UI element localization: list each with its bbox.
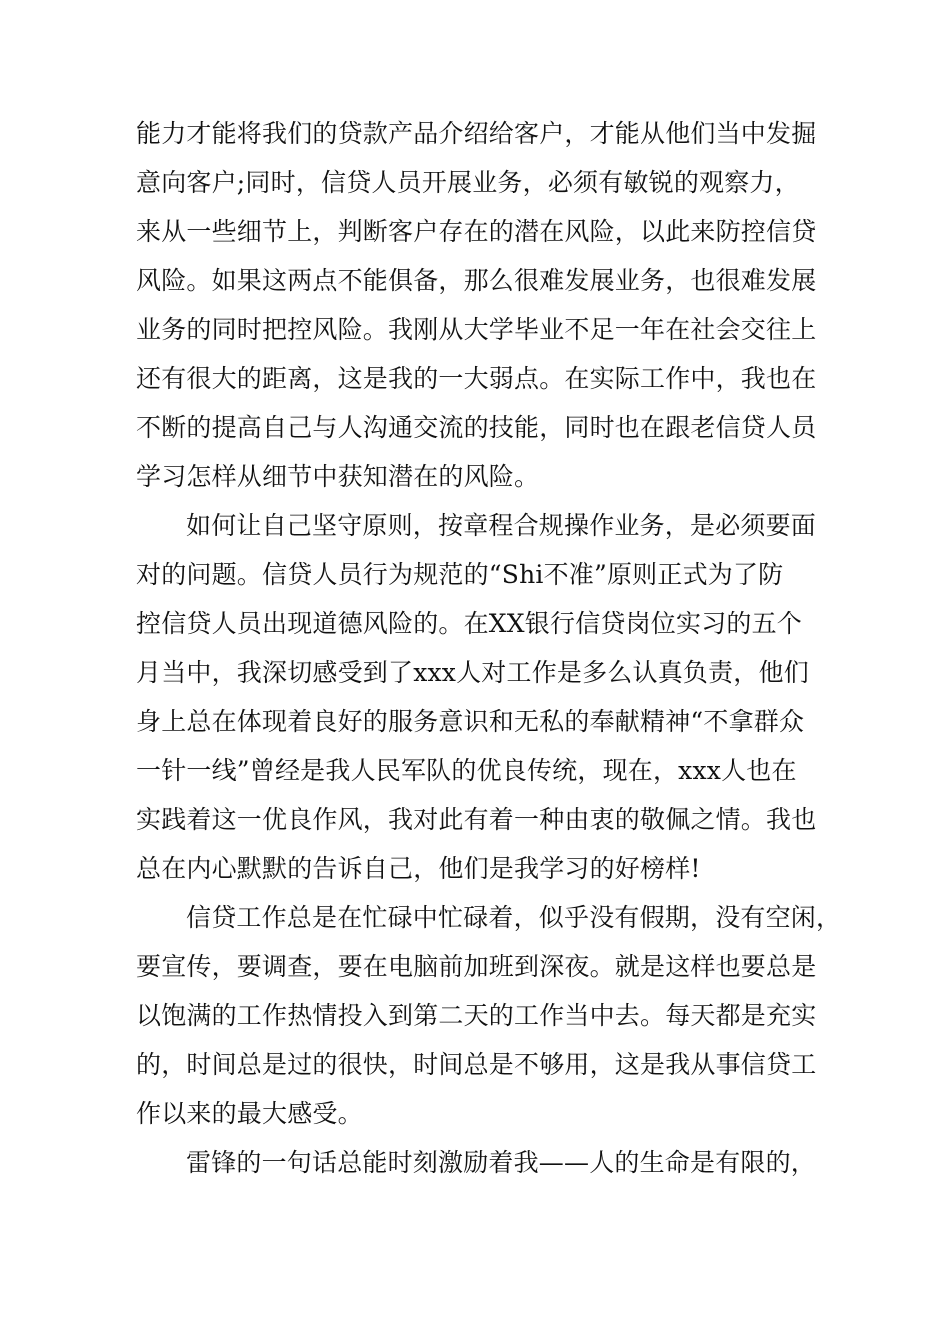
text-line-14: 一针一线”曾经是我人民军队的优良传统，现在，xxx人也在 — [136, 756, 797, 785]
text-line-21: 作以来的最大感受。 — [136, 1099, 363, 1128]
text-line-19: 以饱满的工作热情投入到第二天的工作当中去。每天都是充实 — [136, 1001, 817, 1030]
text-line-11: 控信贷人员出现道德风险的。在XX银行信贷岗位实习的五个 — [136, 609, 802, 638]
text-line-12: 月当中，我深切感受到了xxx人对工作是多么认真负责，他们 — [136, 658, 809, 687]
text-line-20: 的，时间总是过的很快，时间总是不够用，这是我从事信贷工 — [136, 1050, 817, 1079]
text-line-7: 不断的提高自己与人沟通交流的技能，同时也在跟老信贷人员 — [136, 413, 817, 442]
text-line-8: 学习怎样从细节中获知潜在的风险。 — [136, 462, 540, 491]
text-line-17: 信贷工作总是在忙碌中忙碌着，似乎没有假期，没有空闲， — [186, 903, 842, 932]
text-line-4: 风险。如果这两点不能俱备，那么很难发展业务，也很难发展 — [136, 266, 817, 295]
text-line-15: 实践着这一优良作风，我对此有着一种由衷的敬佩之情。我也 — [136, 805, 817, 834]
text-line-6: 还有很大的距离，这是我的一大弱点。在实际工作中，我也在 — [136, 364, 817, 393]
text-line-13: 身上总在体现着良好的服务意识和无私的奉献精神“不拿群众 — [136, 707, 805, 736]
text-line-3: 来从一些细节上，判断客户存在的潜在风险，以此来防控信贷 — [136, 217, 817, 246]
text-line-9: 如何让自己坚守原则，按章程合规操作业务，是必须要面 — [186, 511, 817, 540]
text-line-16: 总在内心默默的告诉自己，他们是我学习的好榜样! — [136, 854, 701, 883]
text-line-22: 雷锋的一句话总能时刻激励着我——人的生命是有限的， — [186, 1148, 817, 1177]
text-line-10: 对的问题。信贷人员行为规范的“Shi不准”原则正式为了防 — [136, 560, 784, 589]
text-line-18: 要宣传，要调查，要在电脑前加班到深夜。就是这样也要总是 — [136, 952, 817, 981]
text-line-2: 意向客户;同时，信贷人员开展业务，必须有敏锐的观察力， — [136, 168, 800, 197]
text-line-1: 能力才能将我们的贷款产品介绍给客户，才能从他们当中发掘 — [136, 119, 817, 148]
text-line-5: 业务的同时把控风险。我刚从大学毕业不足一年在社会交往上 — [136, 315, 817, 344]
document-body — [136, 109, 842, 1187]
